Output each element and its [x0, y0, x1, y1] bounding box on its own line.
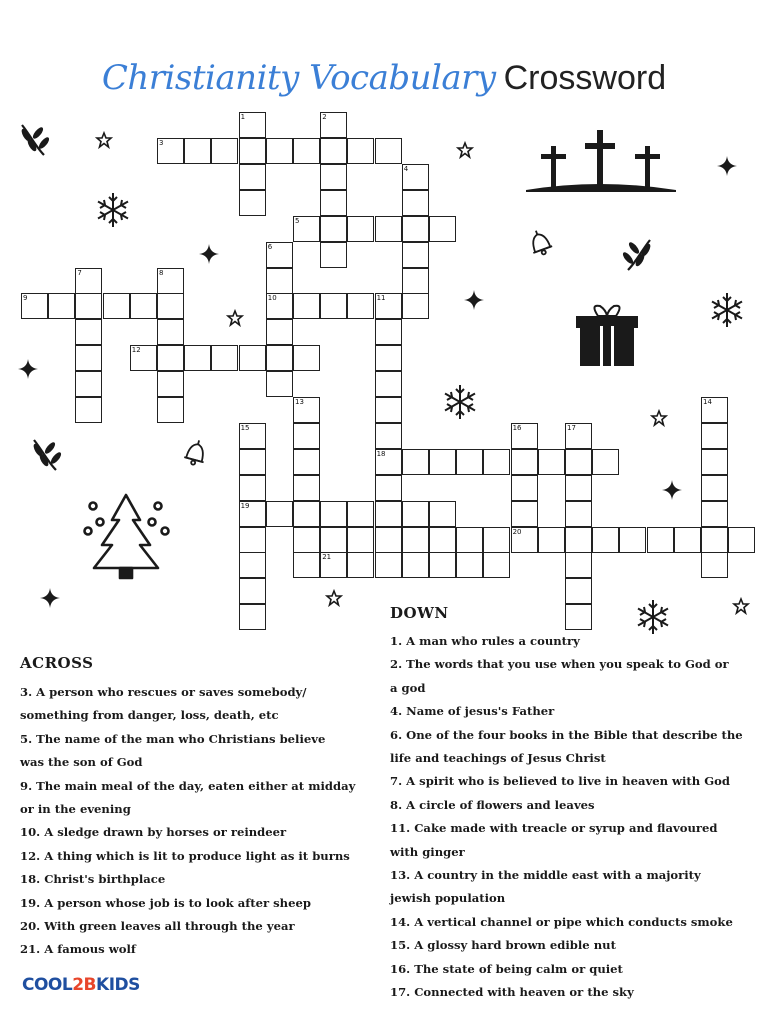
across-heading: ACROSS	[20, 654, 94, 672]
grid-cell[interactable]	[375, 319, 402, 345]
grid-cell[interactable]	[266, 501, 293, 527]
grid-cell[interactable]	[48, 293, 75, 319]
grid-cell[interactable]	[157, 371, 184, 397]
grid-cell[interactable]	[429, 552, 456, 578]
grid-cell[interactable]	[701, 475, 728, 501]
grid-cell[interactable]	[239, 449, 266, 475]
clue-line: 7. A spirit who is believed to live in heaven with God	[390, 774, 730, 789]
grid-cell[interactable]	[701, 552, 728, 578]
clue-number: 7	[77, 268, 82, 277]
grid-cell[interactable]	[456, 552, 483, 578]
grid-cell[interactable]	[375, 552, 402, 578]
grid-cell[interactable]	[402, 527, 429, 553]
grid-cell[interactable]	[402, 449, 429, 475]
grid-cell[interactable]	[674, 527, 701, 553]
star-outline-icon	[327, 591, 341, 605]
down-clues	[390, 630, 760, 1005]
grid-cell[interactable]	[375, 397, 402, 423]
grid-cell[interactable]	[538, 527, 565, 553]
clue-line: 14. A vertical channel or pipe which conducts smoke	[390, 914, 733, 929]
clue-number: 3	[159, 139, 164, 147]
clue-number: 4	[403, 164, 409, 173]
clue-line: 2. The words that you use when you speak to God or	[390, 657, 729, 672]
grid-cell[interactable]	[347, 527, 374, 553]
grid-cell[interactable]	[483, 552, 510, 578]
bell-icon	[526, 227, 553, 257]
grid-cell[interactable]	[239, 190, 266, 216]
clue-line: 3. A person who rescues or saves somebody/	[20, 685, 307, 699]
clue-line: life and teachings of Jesus Christ	[390, 751, 606, 766]
grid-cell[interactable]	[157, 293, 184, 319]
grid-cell[interactable]	[293, 293, 320, 319]
grid-cell[interactable]	[375, 527, 402, 553]
clue-number: 13	[295, 398, 304, 406]
snowflake-icon	[638, 600, 668, 634]
grid-cell[interactable]	[157, 345, 184, 371]
grid-cell[interactable]	[239, 475, 266, 501]
grid-cell[interactable]	[320, 501, 347, 527]
grid-cell[interactable]	[375, 138, 402, 164]
grid-cell[interactable]	[483, 527, 510, 553]
grid-cell[interactable]	[701, 423, 728, 449]
leaf-sprig-icon	[20, 125, 51, 155]
clue-line: 11. Cake made with treacle or syrup and flavoured	[390, 821, 718, 836]
clue-line: or in the evening	[20, 802, 131, 817]
grid-cell[interactable]	[293, 527, 320, 553]
title-plain: Crossword	[503, 59, 667, 97]
clue-number: 11	[376, 294, 386, 303]
grid-cell[interactable]	[456, 449, 483, 475]
grid-cell[interactable]	[347, 552, 374, 578]
star-outline-icon	[97, 133, 111, 147]
grid-cell[interactable]	[75, 397, 102, 423]
clue-number: 16	[512, 423, 522, 432]
grid-cell[interactable]	[619, 527, 646, 553]
snowflake-icon	[712, 293, 742, 327]
clue-number: 19	[240, 501, 250, 510]
grid-cell[interactable]	[239, 527, 266, 553]
clue-number: 8	[159, 268, 164, 277]
christmas-tree-icon	[85, 495, 169, 578]
clue-line: 6. One of the four books in the Bible that describe the	[390, 727, 743, 742]
grid-cell[interactable]	[429, 449, 456, 475]
grid-cell[interactable]	[483, 449, 510, 475]
grid-cell[interactable]	[184, 345, 211, 371]
star-outline-icon	[652, 411, 666, 425]
grid-cell[interactable]	[75, 319, 102, 345]
grid-cell[interactable]	[184, 138, 211, 164]
grid-cell[interactable]	[239, 138, 266, 164]
grid-cell[interactable]	[647, 527, 674, 553]
leaf-sprig-icon	[621, 240, 652, 270]
across-clues	[20, 681, 370, 962]
grid-cell[interactable]	[293, 345, 320, 371]
clue-number: 1	[240, 113, 246, 122]
grid-cell[interactable]	[266, 345, 293, 371]
grid-cell[interactable]	[375, 423, 402, 449]
grid-cell[interactable]	[266, 268, 293, 294]
clue-line: 9. The main meal of the day, eaten either at midday	[20, 778, 356, 793]
clue-line: with ginger	[390, 844, 465, 859]
clue-number: 20	[512, 527, 522, 536]
leaf-sprig-icon	[32, 440, 63, 470]
grid-cell[interactable]	[565, 527, 592, 553]
grid-cell[interactable]	[75, 293, 102, 319]
clue-line: was the son of God	[20, 755, 143, 770]
grid-cell[interactable]	[565, 475, 592, 501]
clue-number: 17	[567, 423, 576, 432]
star-outline-icon	[458, 143, 472, 157]
grid-cell[interactable]	[320, 164, 347, 190]
grid-cell[interactable]	[456, 527, 483, 553]
grid-cell[interactable]	[103, 293, 130, 319]
grid-cell[interactable]	[347, 501, 374, 527]
clue-line: 13. A country in the middle east with a majority	[390, 868, 701, 883]
grid-cell[interactable]	[293, 501, 320, 527]
clue-line: jewish population	[390, 891, 506, 906]
grid-cell[interactable]	[565, 578, 592, 604]
snowflake-icon	[98, 193, 128, 227]
sparkle-icon	[18, 359, 38, 379]
sparkle-icon	[464, 290, 484, 310]
grid-cell[interactable]	[211, 345, 238, 371]
clue-line: 15. A glossy hard brown edible nut	[390, 938, 616, 953]
grid-cell[interactable]	[511, 449, 538, 475]
bell-icon	[183, 438, 209, 467]
clue-number: 10	[267, 294, 277, 303]
grid-cell[interactable]	[239, 604, 266, 630]
clue-number: 18	[376, 449, 386, 458]
grid-cell[interactable]	[565, 552, 592, 578]
grid-cell[interactable]	[320, 242, 347, 268]
grid-cell[interactable]	[429, 527, 456, 553]
grid-cell[interactable]	[293, 138, 320, 164]
sparkle-icon	[717, 156, 737, 176]
grid-cell[interactable]	[320, 138, 347, 164]
clue-number: 14	[703, 398, 712, 406]
grid-cell[interactable]	[320, 216, 347, 242]
grid-cell[interactable]	[402, 190, 429, 216]
title-script: Christianity Vocabulary	[101, 58, 496, 98]
grid-cell[interactable]	[701, 527, 728, 553]
grid-cell[interactable]	[157, 397, 184, 423]
clue-line: 5. The name of the man who Christians believe	[20, 731, 326, 746]
clue-number: 15	[240, 423, 250, 432]
clue-line: 8. A circle of flowers and leaves	[390, 797, 595, 812]
grid-cell[interactable]	[565, 501, 592, 527]
grid-cell[interactable]	[266, 371, 293, 397]
clue-line: 1. A man who rules a country	[390, 634, 580, 648]
grid-cell[interactable]	[511, 501, 538, 527]
grid-cell[interactable]	[347, 216, 374, 242]
grid-cell[interactable]	[375, 216, 402, 242]
clue-line: 12. A thing which is lit to produce light as it burns	[20, 848, 350, 863]
grid-cell[interactable]	[239, 164, 266, 190]
clue-number: 9	[23, 294, 28, 303]
grid-cell[interactable]	[375, 501, 402, 527]
sparkle-icon	[40, 588, 60, 608]
grid-cell[interactable]	[293, 552, 320, 578]
grid-cell[interactable]	[701, 501, 728, 527]
clue-number: 2	[322, 113, 327, 122]
grid-cell[interactable]	[347, 138, 374, 164]
gift-box-icon	[576, 306, 638, 366]
grid-cell[interactable]	[429, 501, 456, 527]
grid-cell[interactable]	[429, 216, 456, 242]
sparkle-icon	[199, 244, 219, 264]
grid-cell[interactable]	[239, 578, 266, 604]
clue-line: 16. The state of being calm or quiet	[390, 961, 623, 976]
grid-cell[interactable]	[347, 293, 374, 319]
grid-cell[interactable]	[157, 319, 184, 345]
grid-cell[interactable]	[538, 449, 565, 475]
calvary-crosses-icon	[526, 130, 676, 192]
clue-number: 5	[295, 216, 300, 225]
clue-line: something from danger, loss, death, etc	[20, 708, 279, 723]
grid-cell[interactable]	[320, 190, 347, 216]
grid-cell[interactable]	[239, 345, 266, 371]
grid-cell[interactable]	[565, 604, 592, 630]
grid-cell[interactable]	[511, 475, 538, 501]
grid-cell[interactable]	[266, 319, 293, 345]
clue-line: a god	[390, 680, 426, 695]
grid-cell[interactable]	[701, 449, 728, 475]
grid-cell[interactable]	[402, 501, 429, 527]
clue-number: 12	[131, 346, 141, 355]
clue-line: 19. A person whose job is to look after sheep	[20, 895, 311, 910]
grid-cell[interactable]	[130, 293, 157, 319]
clue-line: 10. A sledge drawn by horses or reindeer	[20, 825, 287, 840]
grid-cell[interactable]	[211, 138, 238, 164]
grid-cell[interactable]	[402, 293, 429, 319]
clue-line: 18. Christ's birthplace	[20, 872, 166, 887]
grid-cell[interactable]	[266, 138, 293, 164]
grid-cell[interactable]	[75, 371, 102, 397]
grid-cell[interactable]	[239, 552, 266, 578]
grid-cell[interactable]	[320, 527, 347, 553]
grid-cell[interactable]	[728, 527, 755, 553]
grid-cell[interactable]	[293, 475, 320, 501]
grid-cell[interactable]	[592, 527, 619, 553]
grid-cell[interactable]	[293, 423, 320, 449]
grid-cell[interactable]	[293, 449, 320, 475]
grid-cell[interactable]	[320, 293, 347, 319]
grid-cell[interactable]	[375, 475, 402, 501]
star-outline-icon	[228, 311, 242, 325]
grid-cell[interactable]	[375, 345, 402, 371]
grid-cell[interactable]	[402, 242, 429, 268]
clue-line: 4. Name of jesus's Father	[390, 704, 555, 719]
grid-cell[interactable]	[592, 449, 619, 475]
cool2bkids-logo: COOL2BKIDS	[22, 975, 140, 995]
grid-cell[interactable]	[75, 345, 102, 371]
grid-cell[interactable]	[565, 449, 592, 475]
sparkle-icon	[662, 480, 682, 500]
grid-cell[interactable]	[402, 268, 429, 294]
star-outline-icon	[734, 599, 748, 613]
clue-number: 6	[267, 242, 273, 251]
down-heading: DOWN	[390, 604, 449, 622]
snowflake-icon	[445, 385, 475, 419]
grid-cell[interactable]	[375, 371, 402, 397]
clue-number: 21	[322, 553, 332, 562]
grid-cell[interactable]	[402, 216, 429, 242]
grid-cell[interactable]	[402, 552, 429, 578]
clue-line: 17. Connected with heaven or the sky	[390, 985, 634, 1000]
clue-line: 20. With green leaves all through the year	[20, 919, 295, 934]
clue-line: 21. A famous wolf	[20, 942, 136, 957]
